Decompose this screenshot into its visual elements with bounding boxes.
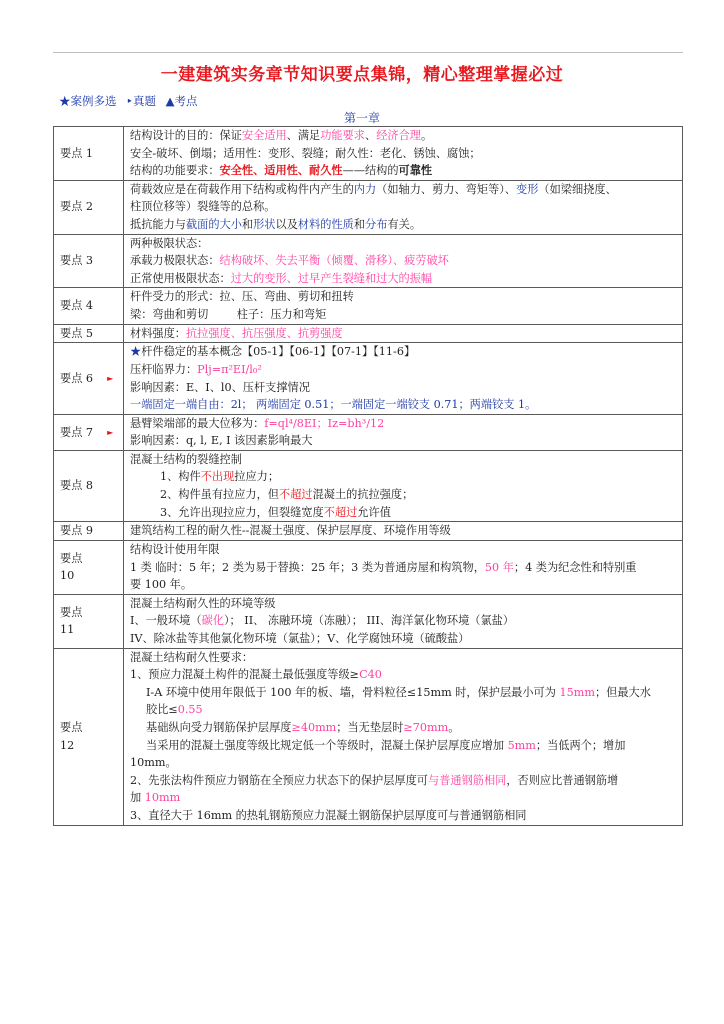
row-key: 要点 8 [54, 450, 124, 521]
table-row [54, 127, 683, 181]
chapter-heading: 第一章 [343, 111, 380, 125]
exam-marker-icon: ► [107, 373, 114, 383]
row-content: 杆件受力的形式：拉、压、弯曲、剪切和扭转 梁：弯曲和剪切 柱子：压力和弯矩 [124, 288, 683, 324]
row-content: 混凝土结构的裂缝控制 1、构件不出现拉应力； 2、构件虽有拉应力，但不超过混凝土的抗拉强度； 3、允许出现拉应力，但裂缝宽度不超过允许值 [124, 450, 683, 521]
legend [59, 93, 203, 109]
table-row [54, 522, 683, 541]
row-key: 要点 1 [54, 127, 124, 181]
legend-point: ▲考点 [165, 94, 198, 108]
row-key: 要点 3 [54, 234, 124, 288]
row-key: 要点 12 [54, 648, 124, 825]
table-row [54, 541, 683, 595]
legend-exam: ‣真题 [126, 94, 156, 108]
page-top-rule [53, 52, 683, 53]
row-key: 要点 6 ► [54, 343, 124, 414]
table-row [54, 594, 683, 648]
row-content: 结构设计的目的：保证安全适用、满足功能要求、经济合理。 安全-破坏、倒塌；适用性：变形、裂缝；耐久性：老化、锈蚀、腐蚀； 结构的功能要求：安全性、适用性、耐久性——结构的可靠性 [124, 127, 683, 181]
table-row [54, 414, 683, 450]
knowledge-table [53, 126, 683, 826]
row-content: 建筑结构工程的耐久性--混凝土强度、保护层厚度、环境作用等级 [124, 522, 683, 541]
row-key: 要点 5 [54, 324, 124, 343]
table-row [54, 234, 683, 288]
row-content: ★杆件稳定的基本概念【05-1】【06-1】【07-1】【11-6】 压杆临界力：Plj=π²EI/l₀² 影响因素：E、I、l0、压杆支撑情况 一端固定一端自由：2l； 两端固定 0.51；一端固定一端铰支 0.71；两端铰支 1。 [124, 343, 683, 414]
row-content: 混凝土结构耐久性的环境等级 I、一般环境（碳化）； II、 冻融环境（冻融）； III、海洋氯化物环境（氯盐） IV、除冰盐等其他氯化物环境（氯盐）；V、化学腐蚀环境（硫酸盐） [124, 594, 683, 648]
row-content: 混凝土结构耐久性要求： 1、预应力混凝土构件的混凝土最低强度等级≥C40 I-A 环境中使用年限低于 100 年的板、墙，骨料粒径≤15mm 时，保护层最小可为 15mm；但最大水 胶比≤0.55 基础纵向受力钢筋保护层厚度≥40mm；当无垫层时≥70mm。 当采用的混凝土强度等级比规定低一个等级时，混凝土保护层厚度应增加 5mm；当低两个；增加 10mm。 2、先张法构件预应力钢筋在全预应力状态下的保护层厚度可与普通钢筋相同，否则应比普通钢筋增 加 10mm 3、直径大于 16mm 的热轧钢筋预应力混凝土钢筋保护层厚度可与普通钢筋相同 [124, 648, 683, 825]
row-key: 要点 2 [54, 180, 124, 234]
row-key: 要点 4 [54, 288, 124, 324]
page-title: 一建建筑实务章节知识要点集锦，精心整理掌握必过 [160, 65, 564, 85]
table-row [54, 288, 683, 324]
table-row [54, 343, 683, 414]
row-content: 材料强度：抗拉强度、抗压强度、抗剪强度 [124, 324, 683, 343]
row-key: 要点 10 [54, 541, 124, 595]
row-content: 结构设计使用年限 1 类 临时：5 年；2 类为易于替换：25 年；3 类为普通房屋和构筑物，50 年；4 类为纪念性和特别重 要 100 年。 [124, 541, 683, 595]
row-key: 要点 11 [54, 594, 124, 648]
table-row [54, 180, 683, 234]
row-key: 要点 7 ► [54, 414, 124, 450]
row-content: 荷载效应是在荷载作用下结构或构件内产生的内力（如轴力、剪力、弯矩等）、变形（如梁细挠度、 柱顶位移等）裂缝等的总称。 抵抗能力与截面的大小和形状以及材料的性质和分布有关。 [124, 180, 683, 234]
row-key: 要点 9 [54, 522, 124, 541]
exam-marker-icon: ► [107, 427, 114, 437]
table-row [54, 648, 683, 825]
table-row [54, 324, 683, 343]
legend-case: ★案例多选 [59, 94, 117, 108]
row-content: 悬臂梁端部的最大位移为：f=ql⁴/8EI；Iz=bh³/12 影响因素：q, l, E, I 该因素影响最大 [124, 414, 683, 450]
table-row [54, 450, 683, 521]
row-content: 两种极限状态： 承载力极限状态：结构破坏、失去平衡（倾覆、滑移）、疲劳破坏 正常使用极限状态：过大的变形、过早产生裂缝和过大的振幅 [124, 234, 683, 288]
